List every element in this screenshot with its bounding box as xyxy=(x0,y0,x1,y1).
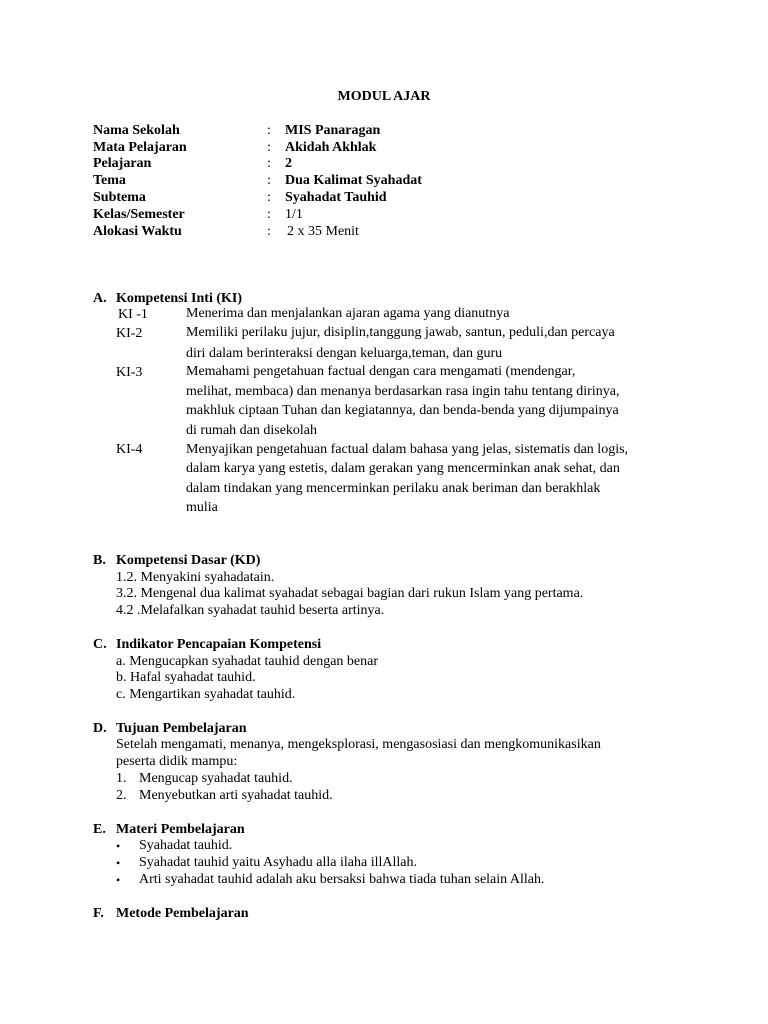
identity-colon: : xyxy=(267,224,271,239)
identity-label-subtheme: Subtema xyxy=(93,190,146,205)
section-title: Kompetensi Dasar (KD) xyxy=(116,553,261,568)
ki-code: KI-4 xyxy=(116,442,143,457)
identity-label-lesson: Pelajaran xyxy=(93,156,152,171)
identity-value-lesson: 2 xyxy=(285,156,292,171)
ki-text: diri dalam berinteraksi dengan keluarga,teman, dan guru xyxy=(186,346,503,361)
objective-number: 1. xyxy=(116,771,127,786)
material-item: Syahadat tauhid. xyxy=(139,838,233,853)
identity-value-theme: Dua Kalimat Syahadat xyxy=(285,173,422,188)
objective-item: Mengucap syahadat tauhid. xyxy=(139,771,293,786)
ki-code: KI -1 xyxy=(118,307,148,322)
identity-value-time: 2 x 35 Menit xyxy=(287,224,359,239)
section-title: Kompetensi Inti (KI) xyxy=(116,291,242,306)
page-title: MODUL AJAR xyxy=(337,89,431,104)
section-title: Tujuan Pembelajaran xyxy=(116,721,247,736)
ki-text: Memiliki perilaku jujur, disiplin,tanggung jawab, santun, peduli,dan percaya xyxy=(186,325,615,340)
objective-item: Menyebutkan arti syahadat tauhid. xyxy=(139,788,333,803)
section-title: Metode Pembelajaran xyxy=(116,906,249,921)
kd-item: 4.2 .Melafalkan syahadat tauhid beserta artinya. xyxy=(116,603,385,618)
section-title: Indikator Pencapaian Kompetensi xyxy=(116,637,322,652)
material-item: Syahadat tauhid yaitu Asyhadu alla ilaha illAllah. xyxy=(139,855,417,870)
section-letter: A. xyxy=(93,291,107,306)
identity-label-subject: Mata Pelajaran xyxy=(93,140,187,155)
identity-colon: : xyxy=(267,156,271,171)
identity-label-school: Nama Sekolah xyxy=(93,123,180,138)
bullet-icon: • xyxy=(116,839,121,853)
kd-item: 3.2. Mengenal dua kalimat syahadat sebagai bagian dari rukun Islam yang pertama. xyxy=(116,586,584,601)
section-letter: C. xyxy=(93,637,107,652)
ki-text: dalam tindakan yang mencerminkan perilaku anak beriman dan berakhlak xyxy=(186,481,601,496)
objective-intro: Setelah mengamati, menanya, mengeksplorasi, mengasosiasi dan mengkomunikasikan xyxy=(116,737,601,752)
ki-text: mulia xyxy=(186,500,218,515)
identity-colon: : xyxy=(267,207,271,222)
ki-text: melihat, membaca) dan menanya berdasarkan rasa ingin tahu tentang dirinya, xyxy=(186,384,620,399)
ki-code: KI-2 xyxy=(116,326,143,341)
section-letter: E. xyxy=(93,822,106,837)
identity-value-school: MIS Panaragan xyxy=(285,123,381,138)
ki-text: Menerima dan menjalankan ajaran agama yang dianutnya xyxy=(186,306,510,321)
ki-code: KI-3 xyxy=(116,365,143,380)
section-letter: B. xyxy=(93,553,106,568)
ki-text: Memahami pengetahuan factual dengan cara mengamati (mendengar, xyxy=(186,364,576,379)
kd-item: 1.2. Menyakini syahadatain. xyxy=(116,570,275,585)
identity-colon: : xyxy=(267,173,271,188)
identity-value-subject: Akidah Akhlak xyxy=(285,140,377,155)
identity-label-class: Kelas/Semester xyxy=(93,207,185,222)
identity-label-time: Alokasi Waktu xyxy=(93,224,182,239)
indicator-item: a. Mengucapkan syahadat tauhid dengan benar xyxy=(116,654,379,669)
section-title: Materi Pembelajaran xyxy=(116,822,245,837)
bullet-icon: • xyxy=(116,873,121,887)
ki-text: di rumah dan disekolah xyxy=(186,423,318,438)
identity-colon: : xyxy=(267,123,271,138)
identity-colon: : xyxy=(267,140,271,155)
identity-value-subtheme: Syahadat Tauhid xyxy=(285,190,387,205)
section-letter: D. xyxy=(93,721,107,736)
indicator-item: c. Mengartikan syahadat tauhid. xyxy=(116,687,296,702)
identity-label-theme: Tema xyxy=(93,173,126,188)
objective-number: 2. xyxy=(116,788,127,803)
ki-text: dalam karya yang estetis, dalam gerakan yang mencerminkan anak sehat, dan xyxy=(186,461,620,476)
bullet-icon: • xyxy=(116,856,121,870)
ki-text: Menyajikan pengetahuan factual dalam bahasa yang jelas, sistematis dan logis, xyxy=(186,442,629,457)
identity-colon: : xyxy=(267,190,271,205)
material-item: Arti syahadat tauhid adalah aku bersaksi bahwa tiada tuhan selain Allah. xyxy=(139,872,545,887)
indicator-item: b. Hafal syahadat tauhid. xyxy=(116,670,256,685)
section-letter: F. xyxy=(93,906,104,921)
ki-text: makhluk ciptaan Tuhan dan kegiatannya, dan benda-benda yang dijumpainya xyxy=(186,403,619,418)
identity-value-class: 1/1 xyxy=(285,207,303,222)
objective-intro: peserta didik mampu: xyxy=(116,754,238,769)
